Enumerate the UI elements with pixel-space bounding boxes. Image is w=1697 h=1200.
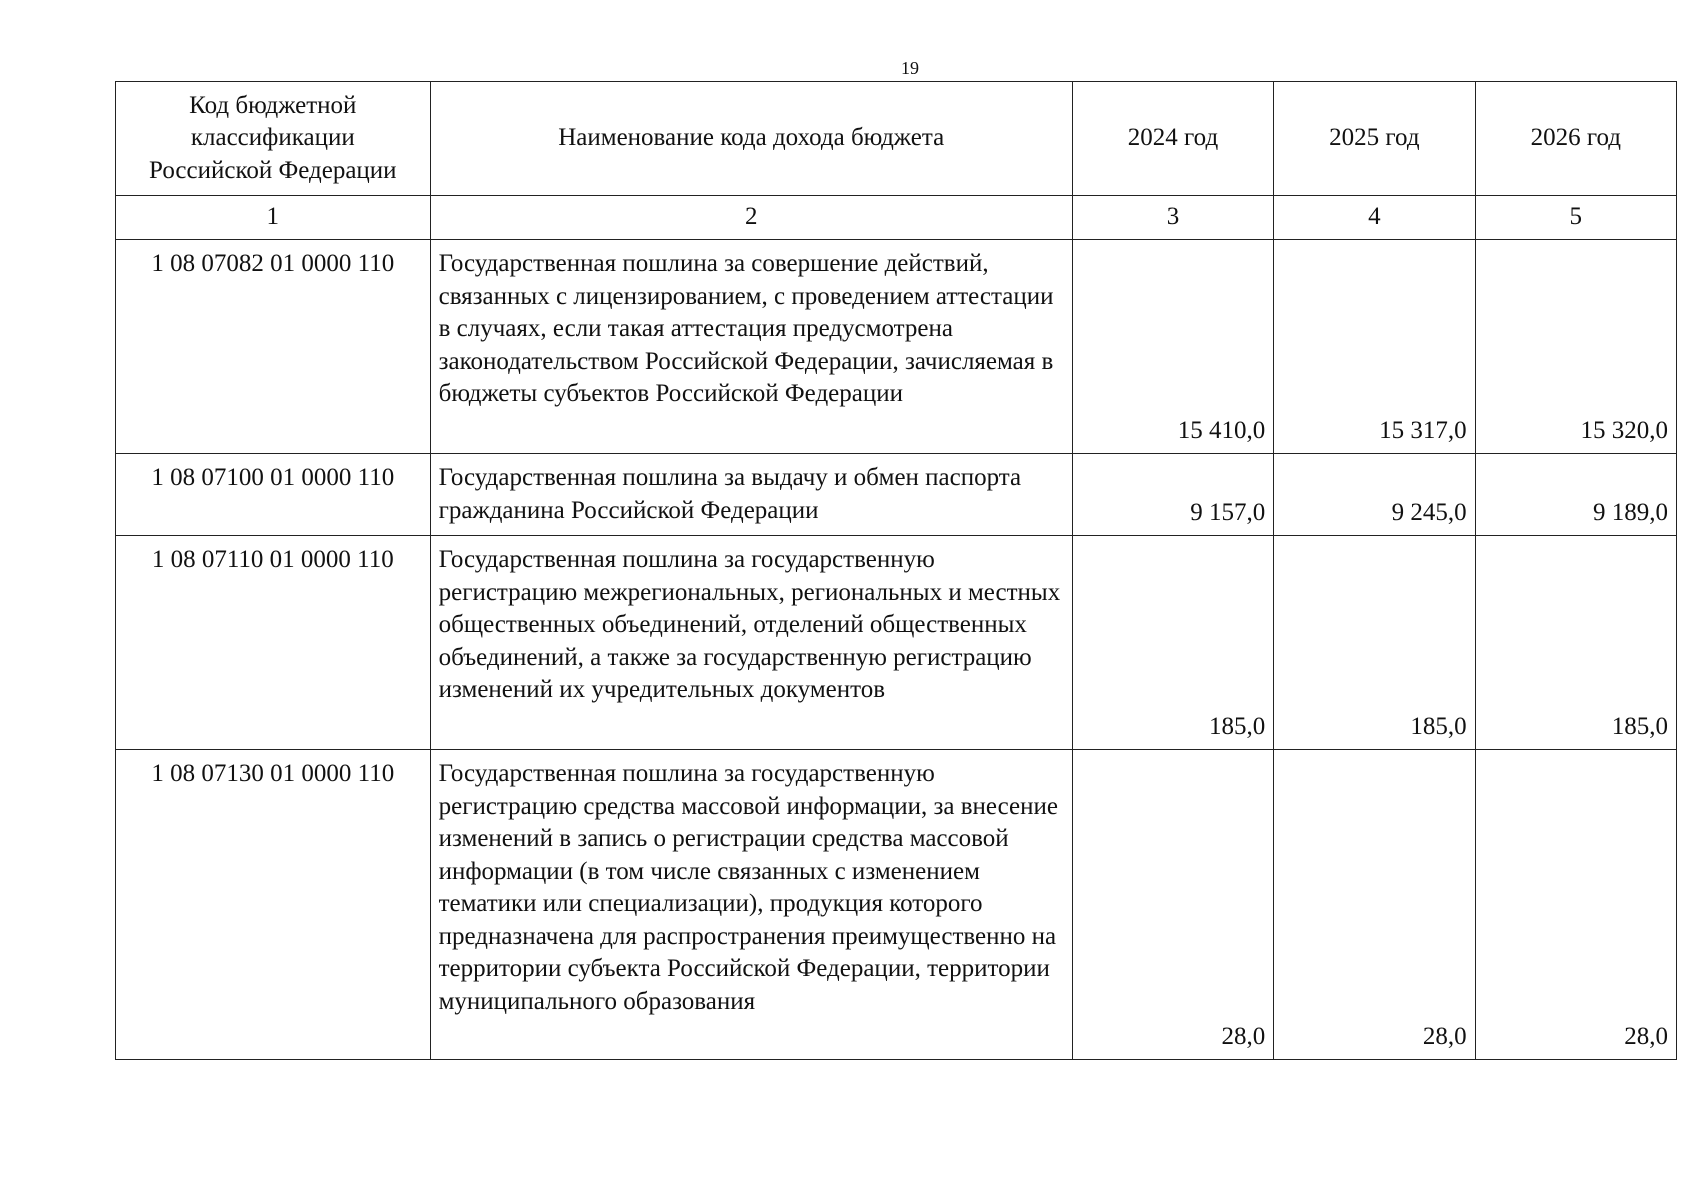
row-value-2025: 9 245,0 <box>1274 454 1475 536</box>
row-name: Государственная пошлина за совершение действий, связанных с лицензированием, с проведением аттестации в случаях, если такая аттестация предусмотрена законодательством Российской Федерации, зачисляемая в бюджеты субъектов Российской Федерации <box>430 240 1072 454</box>
column-number: 5 <box>1475 196 1676 240</box>
header-2026: 2026 год <box>1475 82 1676 196</box>
row-name: Государственная пошлина за государственную регистрацию средства массовой информации, за внесение изменений в запись о регистрации средства массовой информации (в том числе связанных с изменением тематики или специализации), продукция которого предназначена для распространения преимущественно на территории субъекта Российской Федерации, территории муниципального образования <box>430 750 1072 1060</box>
column-number: 2 <box>430 196 1072 240</box>
row-value-2026: 9 189,0 <box>1475 454 1676 536</box>
row-value-2025: 28,0 <box>1274 750 1475 1060</box>
column-number: 3 <box>1072 196 1273 240</box>
column-numbers-row <box>116 196 1677 240</box>
table-header-row <box>116 82 1677 196</box>
column-number: 1 <box>116 196 431 240</box>
page-number: 19 <box>901 58 919 78</box>
row-value-2024: 185,0 <box>1072 536 1273 750</box>
row-value-2026: 185,0 <box>1475 536 1676 750</box>
row-value-2024: 9 157,0 <box>1072 454 1273 536</box>
row-value-2025: 185,0 <box>1274 536 1475 750</box>
table-row <box>116 750 1677 1060</box>
header-code: Код бюджетной классификации Российской Федерации <box>116 82 431 196</box>
row-value-2025: 15 317,0 <box>1274 240 1475 454</box>
row-value-2024: 28,0 <box>1072 750 1273 1060</box>
row-value-2026: 15 320,0 <box>1475 240 1676 454</box>
row-code: 1 08 07082 01 0000 110 <box>116 240 431 454</box>
row-value-2024: 15 410,0 <box>1072 240 1273 454</box>
row-code: 1 08 07100 01 0000 110 <box>116 454 431 536</box>
header-2024: 2024 год <box>1072 82 1273 196</box>
column-number: 4 <box>1274 196 1475 240</box>
row-name: Государственная пошлина за государственную регистрацию межрегиональных, региональных и местных общественных объединений, отделений общественных объединений, а также за государственную регистрацию изменений их учредительных документов <box>430 536 1072 750</box>
header-name: Наименование кода дохода бюджета <box>430 82 1072 196</box>
table-row <box>116 454 1677 536</box>
row-value-2026: 28,0 <box>1475 750 1676 1060</box>
table-row <box>116 240 1677 454</box>
row-code: 1 08 07110 01 0000 110 <box>116 536 431 750</box>
row-code: 1 08 07130 01 0000 110 <box>116 750 431 1060</box>
budget-revenue-table <box>115 81 1677 1060</box>
row-name: Государственная пошлина за выдачу и обмен паспорта гражданина Российской Федерации <box>430 454 1072 536</box>
header-2025: 2025 год <box>1274 82 1475 196</box>
table-row <box>116 536 1677 750</box>
